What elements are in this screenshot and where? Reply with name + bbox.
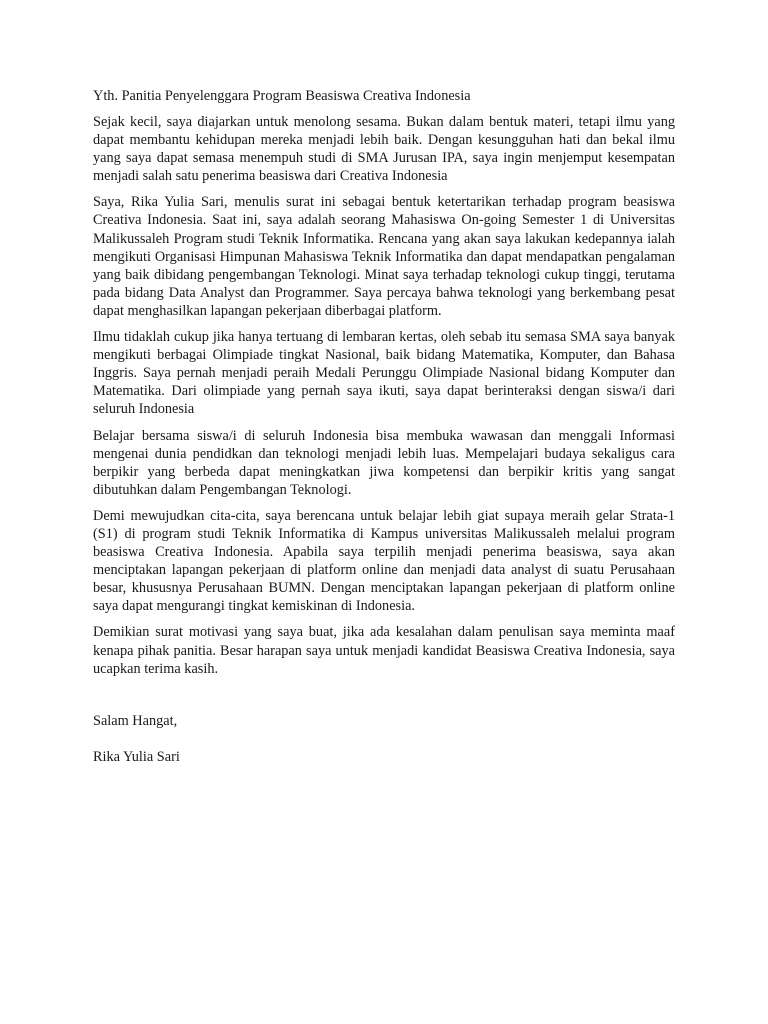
- signature-name: Rika Yulia Sari: [93, 748, 180, 765]
- letter-closing-block: [93, 712, 675, 766]
- letter-salutation: Yth. Panitia Penyelenggara Program Beasiswa Creativa Indonesia: [93, 88, 471, 104]
- paragraph-goals: Demi mewujudkan cita-cita, saya berencana untuk belajar lebih giat supaya meraih gelar Strata-1 (S1) di program studi Teknik Informatika di Kampus universitas Malikussaleh melalui program beasiswa Creativa Indonesia. Apabila saya terpilih menjadi penerima beasiswa, saya akan menciptakan lapangan pekerjaan di platform online dan menjadi data analyst di suatu Perusahaan besar, khususnya Perusahaan BUMN. Dengan menciptakan lapangan pekerjaan di platform online saya dapat mengurangi tingkat kemiskinan di Indonesia.: [93, 507, 675, 615]
- paragraph-closing: Demikian surat motivasi yang saya buat, jika ada kesalahan dalam penulisan saya meminta maaf kenapa pihak panitia. Besar harapan saya untuk menjadi kandidat Beasiswa Creativa Indonesia, saya ucapkan terima kasih.: [93, 624, 675, 677]
- paragraph-about-me: Saya, Rika Yulia Sari, menulis surat ini sebagai bentuk ketertarikan terhadap program beasiswa Creativa Indonesia. Saat ini, saya adalah seorang Mahasiswa On-going Semester 1 di Universitas Malikussaleh Program studi Teknik Informatika. Rencana yang akan saya lakukan kedepannya ialah mengikuti Organisasi Himpunan Mahasiswa Teknik Informatika dan dapat mendapatkan pengalaman yang baik dibidang pengembangan Teknologi. Minat saya terhadap teknologi cukup tinggi, terutama pada bidang Data Analyst dan Programmer. Saya percaya bahwa teknologi yang berkembang pesat dapat menghasilkan lapangan pekerjaan diberbagai platform.: [93, 194, 675, 319]
- paragraph-intro: Sejak kecil, saya diajarkan untuk menolong sesama. Bukan dalam bentuk materi, tetapi ilmu yang dapat membantu kehidupan mereka menjadi lebih baik. Dengan kesungguhan hati dan bekal ilmu yang saya dapat semasa menempuh studi di SMA Jurusan IPA, saya ingin menjemput kesempatan menjadi salah satu penerima beasiswa dari Creativa Indonesia: [93, 114, 675, 185]
- paragraph-learning: Belajar bersama siswa/i di seluruh Indonesia bisa membuka wawasan dan menggali Informasi mengenai dunia pendidkan dan teknologi menjadi lebih luas. Mempelajari budaya sekaligus cara berpikir yang berbeda dapat meningkatkan jiwa kompetensi dan berpikir kritis yang sangat dibutuhkan dalam Pengembangan Teknologi.: [93, 427, 675, 498]
- letter-page: [93, 87, 675, 784]
- paragraph-olympiad: Ilmu tidaklah cukup jika hanya tertuang di lembaran kertas, oleh sebab itu semasa SMA saya banyak mengikuti berbagai Olimpiade tingkat Nasional, baik bidang Matematika, Komputer, dan Bahasa Inggris. Saya pernah menjadi peraih Medali Perunggu Olimpiade Nasional bidang Komputer dan Matematika. Dari olimpiade yang pernah saya ikuti, saya dapat berinteraksi dengan siswa/i dari seluruh Indonesia: [93, 329, 675, 418]
- closing-greeting: Salam Hangat,: [93, 712, 178, 729]
